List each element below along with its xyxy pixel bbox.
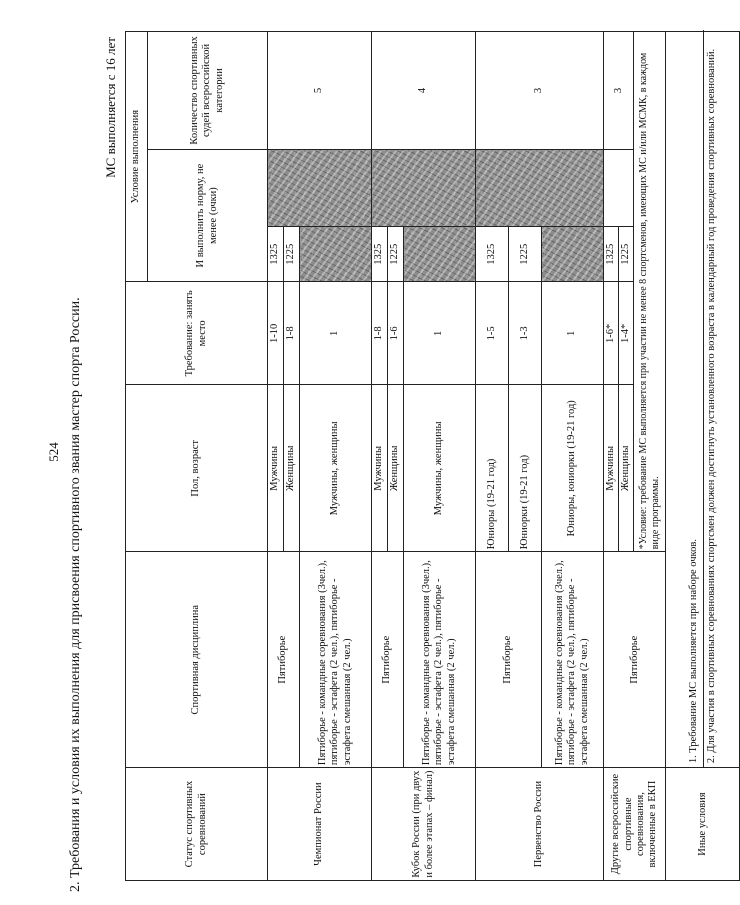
shaded-cell <box>268 149 372 226</box>
youth-juniors-both: Юниоры, юниорки (19-21 год) <box>542 385 604 552</box>
header-norm: И выполнить норму, не менее (очки) <box>148 149 268 281</box>
championship-judges: 5 <box>268 32 372 150</box>
other-note: *Условие: требование МС выполняется при участии не менее 8 спортсменов, имеющих МС и/или МСМК, в каждом виде программы. <box>634 32 666 552</box>
other-norm-men: 1325 <box>604 227 619 282</box>
championship-discipline: Пятиборье <box>268 552 300 768</box>
championship-norm-women: 1225 <box>284 227 300 282</box>
youth-status: Первенство России <box>476 768 604 881</box>
championship-norm-men: 1325 <box>268 227 284 282</box>
championship-place-men: 1-10 <box>268 282 284 385</box>
youth-place-junior-women: 1-3 <box>509 282 542 385</box>
cup-place-team: 1 <box>404 282 476 385</box>
championship-men-women: Мужчины, женщины <box>300 385 372 552</box>
shaded-cell <box>404 227 476 282</box>
shaded-cell <box>542 227 604 282</box>
shaded-cell <box>300 227 372 282</box>
youth-norm-junior-women: 1225 <box>509 227 542 282</box>
other-norm-women: 1225 <box>619 227 634 282</box>
condition-item-2: 2. Для участия в спортивных соревнованиях спортсмен должен достигнуть установленного возраста в календарный год проведения спортивных соревнований. <box>703 30 718 767</box>
championship-women: Женщины <box>284 385 300 552</box>
other-status: Другие всероссийские спортивные соревнования, включенные в ЕКП <box>604 768 666 881</box>
cup-judges: 4 <box>372 32 476 150</box>
requirements-table <box>125 31 740 881</box>
youth-juniors: Юниоры (19-21 год) <box>476 385 509 552</box>
youth-discipline: Пятиборье <box>476 552 542 768</box>
age-note: МС выполняется с 16 лет <box>103 37 118 178</box>
header-gender: Пол, возраст <box>126 385 268 552</box>
cup-norm-men: 1325 <box>372 227 388 282</box>
condition-item-1: 1. Требование МС выполняется при наборе очков. <box>687 539 699 764</box>
other-women: Женщины <box>619 385 634 552</box>
championship-men: Мужчины <box>268 385 284 552</box>
cup-discipline: Пятиборье <box>372 552 404 768</box>
youth-norm-juniors: 1325 <box>476 227 509 282</box>
other-place-men: 1-6* <box>604 282 619 385</box>
other-conditions-text <box>666 32 740 768</box>
other-men: Мужчины <box>604 385 619 552</box>
cup-men-women: Мужчины, женщины <box>404 385 476 552</box>
championship-place-women: 1-8 <box>284 282 300 385</box>
cup-place-men: 1-8 <box>372 282 388 385</box>
header-conditions: Условие выполнения <box>126 32 148 282</box>
cup-team-discipline: Пятиборье - командные соревнования (3чел.), пятиборье - эстафета (2 чел.), пятиборье - эстафета смешанная (2 чел.) <box>404 552 476 768</box>
page-title: 2. Требования и условия их выполнения для присвоения спортивного звания мастер спорта России. <box>68 297 83 892</box>
shaded-cell <box>372 149 476 226</box>
youth-place-team: 1 <box>542 282 604 385</box>
other-conditions-status: Иные условия <box>666 768 740 881</box>
cup-men: Мужчины <box>372 385 388 552</box>
championship-place-team: 1 <box>300 282 372 385</box>
youth-team-discipline: Пятиборье - командные соревнования (3чел.), пятиборье - эстафета (2 чел.), пятиборье - эстафета смешанная (2 чел.) <box>542 552 604 768</box>
other-place-women: 1-4* <box>619 282 634 385</box>
cup-place-women: 1-6 <box>388 282 404 385</box>
youth-place-juniors: 1-5 <box>476 282 509 385</box>
header-requirement: Требование: занять место <box>126 282 268 385</box>
header-status: Статус спортивных соревнований <box>126 768 268 881</box>
header-discipline: Спортивная дисциплина <box>126 552 268 768</box>
cup-women: Женщины <box>388 385 404 552</box>
youth-junior-women: Юниорки (19-21 год) <box>509 385 542 552</box>
page-number: 524 <box>46 442 61 462</box>
rotated-document <box>103 31 717 881</box>
shaded-cell <box>476 149 604 226</box>
cup-status: Кубок России (при двух и более этапах – финал) <box>372 768 476 881</box>
cup-norm-women: 1225 <box>388 227 404 282</box>
other-judges: 3 <box>604 32 634 150</box>
header-judges: Количество спортивных судей всероссийской категории <box>148 32 268 150</box>
championship-status: Чемпионат России <box>268 768 372 881</box>
other-empty-cell <box>604 149 634 226</box>
other-discipline: Пятиборье <box>604 552 666 768</box>
championship-team-discipline: Пятиборье - командные соревнования (3чел.), пятиборье - эстафета (2 чел.), пятиборье - эстафета смешанная (2 чел.) <box>300 552 372 768</box>
youth-judges: 3 <box>476 32 604 150</box>
